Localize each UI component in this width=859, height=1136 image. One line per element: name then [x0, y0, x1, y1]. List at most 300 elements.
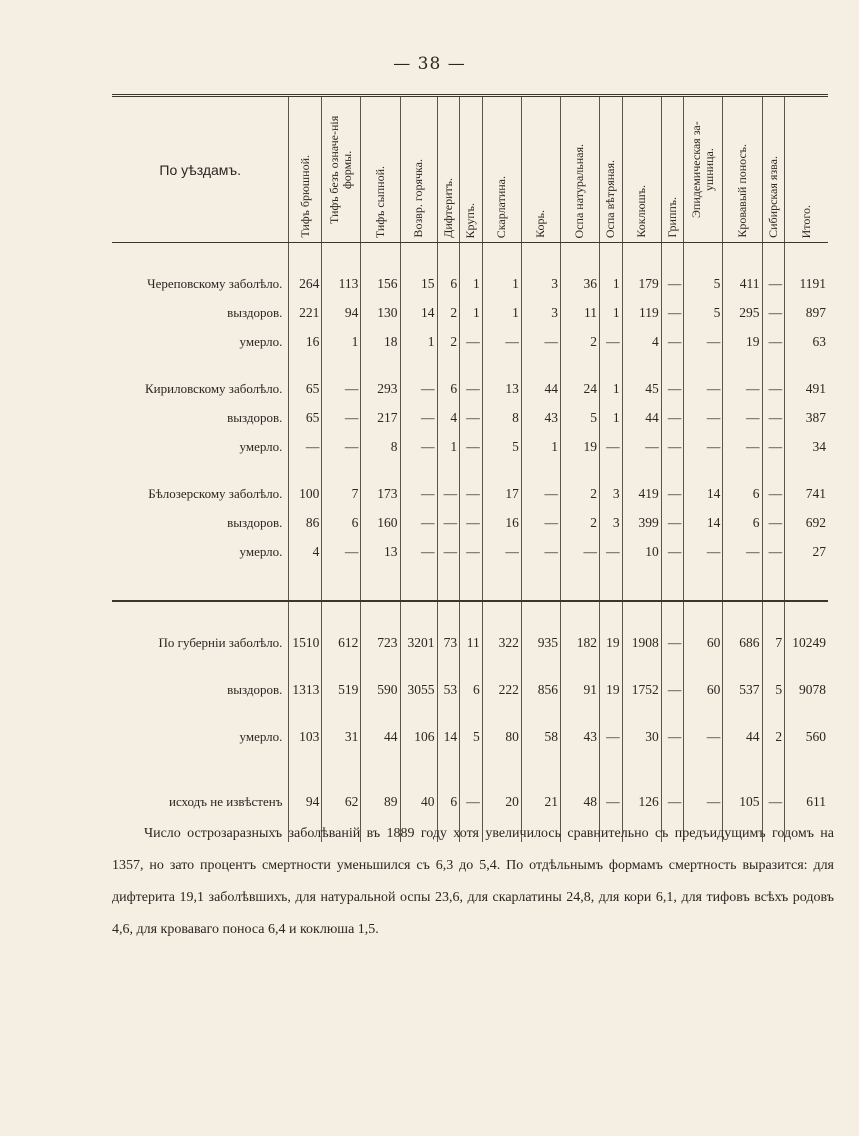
spacer-cell: [289, 751, 322, 769]
column-header-8: [560, 96, 599, 243]
table-cell: —: [600, 432, 623, 461]
table-cell: —: [460, 374, 483, 403]
table-cell: —: [460, 432, 483, 461]
column-header-label: Оспа вѣтряная.: [603, 159, 618, 238]
table-cell: 6: [723, 508, 762, 537]
table-cell: —: [661, 537, 684, 566]
spacer-cell: [361, 601, 400, 628]
table-cell: 221: [289, 298, 322, 327]
spacer-cell: [437, 356, 460, 374]
table-cell: 20: [482, 787, 521, 816]
table-cell: —: [762, 269, 785, 298]
spacer-cell: [322, 704, 361, 722]
spacer-cell: [112, 601, 289, 628]
table-cell: 686: [723, 628, 762, 657]
table-cell: 4: [622, 327, 661, 356]
spacer-cell: [684, 243, 723, 270]
column-header-label: Кровавый поносъ.: [734, 144, 749, 238]
spacer-cell: [723, 243, 762, 270]
table-cell: 21: [521, 787, 560, 816]
table-cell: 58: [521, 722, 560, 751]
table-cell: 1908: [622, 628, 661, 657]
spacer-cell: [482, 657, 521, 675]
table-cell: 30: [622, 722, 661, 751]
table-cell: 31: [322, 722, 361, 751]
table-cell: 89: [361, 787, 400, 816]
spacer-cell: [684, 356, 723, 374]
spacer-cell: [661, 751, 684, 769]
spacer-cell: [322, 243, 361, 270]
spacer-cell: [622, 657, 661, 675]
table-cell: 15: [400, 269, 437, 298]
table-cell: 5: [684, 269, 723, 298]
table-row: [112, 432, 828, 461]
spacer-cell: [762, 657, 785, 675]
spacer-cell: [723, 461, 762, 479]
spacer-cell: [521, 461, 560, 479]
spacer-cell: [521, 601, 560, 628]
spacer-cell: [521, 356, 560, 374]
table-cell: 11: [560, 298, 599, 327]
table-row: [112, 374, 828, 403]
spacer-cell: [289, 461, 322, 479]
table-cell: 173: [361, 479, 400, 508]
spacer-cell: [322, 592, 361, 601]
row-label: выздоров.: [227, 514, 283, 530]
table-row: [112, 269, 828, 298]
spacer-cell: [460, 769, 483, 787]
table-cell: 1: [322, 327, 361, 356]
spacer-cell: [762, 243, 785, 270]
spacer-cell: [600, 769, 623, 787]
table-row: [112, 327, 828, 356]
spacer-cell: [600, 356, 623, 374]
spacer-cell: [289, 704, 322, 722]
row-label: умерло.: [239, 543, 283, 559]
table-cell: —: [521, 479, 560, 508]
row-label: умерло.: [239, 728, 283, 744]
spacer-cell: [684, 704, 723, 722]
table-row: [112, 298, 828, 327]
row-label: Кириловскому заболѣло.: [145, 380, 283, 396]
spacer-row: [112, 356, 828, 374]
spacer-cell: [400, 601, 437, 628]
spacer-cell: [460, 243, 483, 270]
table-cell: 2: [762, 722, 785, 751]
table-row: [112, 537, 828, 566]
table-cell: 14: [684, 508, 723, 537]
header-by-district: По уѣздамъ.: [112, 96, 289, 243]
table-cell: 2: [560, 508, 599, 537]
spacer-cell: [437, 704, 460, 722]
column-header-label: Итого.: [799, 204, 814, 238]
spacer-cell: [289, 592, 322, 601]
table-cell: 419: [622, 479, 661, 508]
spacer-cell: [560, 592, 599, 601]
table-cell: —: [600, 327, 623, 356]
spacer-cell: [661, 243, 684, 270]
table-cell: 43: [521, 403, 560, 432]
table-cell: —: [661, 479, 684, 508]
table-cell: 856: [521, 675, 560, 704]
spacer-cell: [622, 769, 661, 787]
table-cell: —: [684, 327, 723, 356]
table-row: [112, 403, 828, 432]
row-label: Бѣлозерскому заболѣло.: [148, 485, 283, 501]
spacer-row: [112, 769, 828, 787]
table-cell: 126: [622, 787, 661, 816]
table-cell: 24: [560, 374, 599, 403]
column-header-1: [322, 96, 361, 243]
spacer-cell: [361, 704, 400, 722]
table-row: [112, 508, 828, 537]
spacer-cell: [785, 657, 828, 675]
table-row: [112, 787, 828, 816]
spacer-cell: [600, 461, 623, 479]
table-cell: 560: [785, 722, 828, 751]
table-cell: —: [661, 787, 684, 816]
table-cell: 6: [723, 479, 762, 508]
spacer-cell: [785, 461, 828, 479]
column-header-label: Скарлатина.: [494, 175, 509, 238]
table-body: [112, 243, 828, 843]
spacer-row: [112, 704, 828, 722]
table-cell: —: [684, 537, 723, 566]
spacer-cell: [521, 657, 560, 675]
table-cell: —: [684, 374, 723, 403]
table-cell: —: [762, 432, 785, 461]
spacer-cell: [684, 769, 723, 787]
table-cell: 44: [521, 374, 560, 403]
table-cell: 156: [361, 269, 400, 298]
spacer-cell: [482, 566, 521, 592]
table-cell: 44: [361, 722, 400, 751]
table-cell: 6: [437, 374, 460, 403]
table-cell: —: [437, 537, 460, 566]
table-cell: 519: [322, 675, 361, 704]
table-cell: 692: [785, 508, 828, 537]
table-cell: 399: [622, 508, 661, 537]
column-header-label: Крупъ.: [463, 202, 478, 238]
column-header-0: [289, 96, 322, 243]
table-cell: —: [322, 374, 361, 403]
spacer-cell: [482, 592, 521, 601]
table-cell: 741: [785, 479, 828, 508]
table-cell: 3: [600, 508, 623, 537]
table-cell: 9078: [785, 675, 828, 704]
spacer-cell: [460, 356, 483, 374]
table-cell: 1: [460, 298, 483, 327]
table-cell: 106: [400, 722, 437, 751]
spacer-cell: [622, 704, 661, 722]
spacer-cell: [560, 566, 599, 592]
table-cell: 612: [322, 628, 361, 657]
spacer-cell: [723, 657, 762, 675]
table-cell: 1: [521, 432, 560, 461]
spacer-cell: [482, 769, 521, 787]
spacer-cell: [723, 704, 762, 722]
spacer-row: [112, 566, 828, 592]
table-cell: 2: [560, 327, 599, 356]
page-number: — 38 —: [393, 54, 466, 74]
table-cell: 65: [289, 374, 322, 403]
table-cell: —: [661, 403, 684, 432]
spacer-cell: [762, 592, 785, 601]
spacer-cell: [622, 243, 661, 270]
spacer-cell: [560, 704, 599, 722]
table-cell: 3: [600, 479, 623, 508]
table-cell: 387: [785, 403, 828, 432]
spacer-cell: [112, 751, 289, 769]
table-cell: 6: [437, 787, 460, 816]
table-cell: 130: [361, 298, 400, 327]
table-row: [112, 479, 828, 508]
spacer-cell: [289, 601, 322, 628]
table-cell: —: [460, 537, 483, 566]
table-cell: 19: [600, 675, 623, 704]
spacer-cell: [460, 566, 483, 592]
table-cell: —: [521, 327, 560, 356]
spacer-cell: [684, 601, 723, 628]
table-cell: 14: [400, 298, 437, 327]
table-cell: —: [322, 403, 361, 432]
spacer-cell: [482, 461, 521, 479]
spacer-cell: [361, 461, 400, 479]
row-label: выздоров.: [227, 304, 283, 320]
column-header-label: Коклюшъ.: [634, 185, 649, 238]
spacer-cell: [361, 592, 400, 601]
table-cell: 14: [437, 722, 460, 751]
row-label: выздоров.: [227, 681, 283, 697]
column-header-label: Эпидемическая за-ушница.: [689, 121, 717, 218]
spacer-row: [112, 601, 828, 628]
spacer-cell: [684, 592, 723, 601]
table-cell: —: [460, 403, 483, 432]
spacer-cell: [112, 566, 289, 592]
table-cell: 60: [684, 628, 723, 657]
spacer-row: [112, 657, 828, 675]
table-cell: 105: [723, 787, 762, 816]
spacer-cell: [400, 243, 437, 270]
spacer-cell: [684, 461, 723, 479]
table-cell: 16: [289, 327, 322, 356]
table-cell: 5: [460, 722, 483, 751]
spacer-cell: [482, 356, 521, 374]
spacer-cell: [400, 461, 437, 479]
table-cell: 44: [723, 722, 762, 751]
table-cell: 113: [322, 269, 361, 298]
spacer-cell: [400, 356, 437, 374]
spacer-cell: [112, 657, 289, 675]
table-cell: —: [684, 432, 723, 461]
spacer-cell: [460, 601, 483, 628]
table-cell: 5: [482, 432, 521, 461]
column-header-2: [361, 96, 400, 243]
table-cell: —: [723, 537, 762, 566]
table-cell: 1: [400, 327, 437, 356]
table-cell: 17: [482, 479, 521, 508]
table-cell: —: [600, 537, 623, 566]
column-header-11: [661, 96, 684, 243]
column-header-label: Тифъ безъ означе-нія формы.: [327, 115, 355, 224]
spacer-cell: [560, 657, 599, 675]
spacer-cell: [684, 566, 723, 592]
table-cell: —: [661, 327, 684, 356]
row-label: выздоров.: [227, 409, 283, 425]
table-cell: —: [322, 537, 361, 566]
table-cell: —: [521, 537, 560, 566]
table-cell: —: [723, 403, 762, 432]
table-cell: 2: [560, 479, 599, 508]
spacer-cell: [661, 356, 684, 374]
spacer-cell: [600, 243, 623, 270]
table-cell: 40: [400, 787, 437, 816]
table-cell: 1313: [289, 675, 322, 704]
table-cell: 86: [289, 508, 322, 537]
spacer-cell: [600, 704, 623, 722]
spacer-cell: [560, 751, 599, 769]
spacer-cell: [762, 751, 785, 769]
table-cell: —: [661, 298, 684, 327]
spacer-cell: [400, 704, 437, 722]
table-cell: —: [400, 479, 437, 508]
row-label: умерло.: [239, 333, 283, 349]
spacer-cell: [112, 769, 289, 787]
spacer-cell: [482, 601, 521, 628]
table-cell: 7: [322, 479, 361, 508]
table-cell: —: [482, 537, 521, 566]
table-cell: —: [460, 479, 483, 508]
spacer-cell: [560, 601, 599, 628]
spacer-cell: [112, 243, 289, 270]
column-header-4: [437, 96, 460, 243]
table-cell: 182: [560, 628, 599, 657]
spacer-cell: [723, 751, 762, 769]
table-cell: —: [400, 432, 437, 461]
table-cell: —: [762, 374, 785, 403]
spacer-cell: [661, 566, 684, 592]
spacer-cell: [560, 769, 599, 787]
spacer-cell: [762, 356, 785, 374]
spacer-cell: [785, 243, 828, 270]
spacer-cell: [661, 657, 684, 675]
spacer-cell: [437, 566, 460, 592]
spacer-cell: [289, 356, 322, 374]
spacer-cell: [521, 769, 560, 787]
spacer-cell: [521, 592, 560, 601]
spacer-cell: [622, 592, 661, 601]
spacer-cell: [622, 356, 661, 374]
table-cell: 590: [361, 675, 400, 704]
column-header-15: [785, 96, 828, 243]
table-cell: 94: [322, 298, 361, 327]
column-header-9: [600, 96, 623, 243]
spacer-cell: [661, 592, 684, 601]
column-header-label: Дифтеритъ.: [440, 178, 455, 238]
table-cell: —: [600, 722, 623, 751]
table-cell: —: [661, 722, 684, 751]
table-cell: 491: [785, 374, 828, 403]
spacer-cell: [622, 566, 661, 592]
column-header-3: [400, 96, 437, 243]
spacer-cell: [600, 657, 623, 675]
spacer-cell: [361, 769, 400, 787]
spacer-cell: [762, 601, 785, 628]
table-cell: 7: [762, 628, 785, 657]
spacer-cell: [482, 704, 521, 722]
table-cell: 3: [521, 298, 560, 327]
spacer-cell: [785, 769, 828, 787]
column-header-label: Тифъ брюшной.: [297, 155, 312, 238]
table-cell: —: [684, 787, 723, 816]
column-header-label: Корь.: [533, 210, 548, 238]
spacer-cell: [460, 657, 483, 675]
spacer-cell: [437, 461, 460, 479]
table-cell: 611: [785, 787, 828, 816]
spacer-cell: [361, 356, 400, 374]
spacer-cell: [723, 601, 762, 628]
table-cell: 36: [560, 269, 599, 298]
column-header-5: [460, 96, 483, 243]
table-cell: —: [400, 374, 437, 403]
table-cell: 222: [482, 675, 521, 704]
table-cell: 217: [361, 403, 400, 432]
spacer-cell: [684, 657, 723, 675]
table-row: [112, 628, 828, 657]
table-cell: 80: [482, 722, 521, 751]
table-cell: —: [460, 787, 483, 816]
table-cell: —: [460, 327, 483, 356]
table-cell: 2: [437, 327, 460, 356]
column-header-label: Тифъ сыпной.: [372, 165, 387, 238]
spacer-cell: [785, 592, 828, 601]
table-cell: —: [661, 675, 684, 704]
table-cell: 5: [762, 675, 785, 704]
table-cell: 13: [361, 537, 400, 566]
table-cell: 100: [289, 479, 322, 508]
table-cell: 103: [289, 722, 322, 751]
column-header-label: Оспа натуральная.: [572, 143, 587, 238]
table-cell: —: [400, 403, 437, 432]
table-cell: 179: [622, 269, 661, 298]
table-cell: 1: [482, 298, 521, 327]
table-cell: 264: [289, 269, 322, 298]
spacer-cell: [361, 566, 400, 592]
table-cell: —: [684, 403, 723, 432]
spacer-cell: [112, 356, 289, 374]
table-cell: 14: [684, 479, 723, 508]
table-cell: —: [762, 403, 785, 432]
table-cell: 119: [622, 298, 661, 327]
disease-statistics-table: [112, 94, 828, 842]
column-header-7: [521, 96, 560, 243]
spacer-cell: [762, 704, 785, 722]
spacer-cell: [400, 769, 437, 787]
spacer-cell: [460, 751, 483, 769]
table-cell: 10: [622, 537, 661, 566]
table-cell: —: [661, 269, 684, 298]
spacer-cell: [400, 751, 437, 769]
row-label: По губерніи заболѣло.: [158, 634, 283, 650]
spacer-cell: [785, 704, 828, 722]
spacer-cell: [322, 657, 361, 675]
table-cell: 293: [361, 374, 400, 403]
spacer-cell: [289, 566, 322, 592]
table-cell: 43: [560, 722, 599, 751]
spacer-cell: [723, 769, 762, 787]
spacer-cell: [112, 461, 289, 479]
spacer-cell: [400, 592, 437, 601]
